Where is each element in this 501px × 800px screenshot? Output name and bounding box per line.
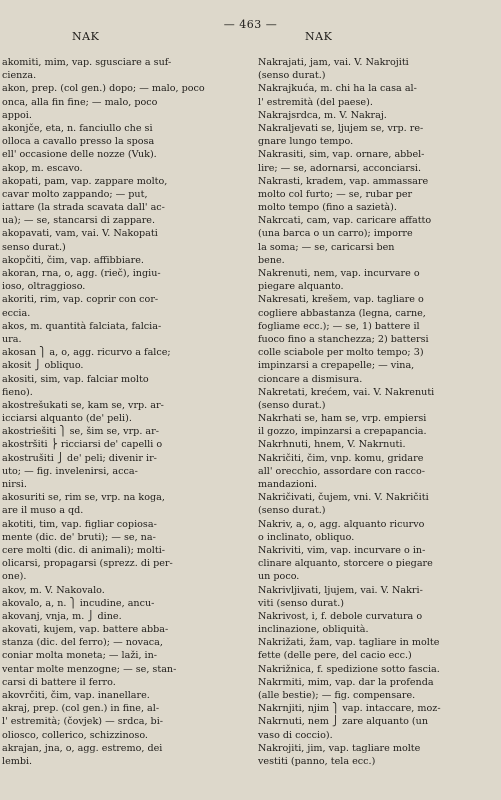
entry-line: akostrešukati se, kam se, vrp. ar-: [2, 399, 164, 411]
entry-line: akop, m. escavo.: [2, 162, 83, 174]
entry-line: akon, prep. (col gen.) dopo; — malo, poco: [2, 83, 205, 95]
entry-line: Nakrhati se, ham se, vrp. empiersi: [258, 413, 427, 425]
entry-line: akostršiti ⎬ ricciarsi de' capelli o: [2, 439, 163, 451]
entry-line: onca, alla fin fine; — malo, poco: [2, 96, 158, 108]
entry-line: un poco.: [258, 571, 300, 583]
entry-line: (alle bestie); — fig. compensare.: [258, 690, 416, 701]
entry-line: one).: [2, 571, 27, 583]
entry-line: Nakresati, krešem, vap. tagliare o: [258, 294, 424, 306]
header-left-word: NAK: [72, 30, 100, 43]
entry-line: akositi, sim, vap. falciar molto: [2, 373, 149, 385]
entry-line: Nakrižnica, f. spedizione sotto fascia.: [258, 663, 440, 675]
entry-line: (senso durat.): [258, 70, 326, 82]
entry-line: icciarsi alquanto (de' peli).: [2, 413, 132, 425]
entry-line: piegare alquanto.: [258, 281, 344, 293]
entry-line: mandazioni.: [258, 479, 318, 490]
entry-line: Nakričivati, čujem, vni. V. Nakričiti: [258, 492, 429, 504]
left-column: [0, 56, 237, 768]
entry-line: are il muso a qd.: [2, 505, 84, 517]
entry-line: akrajan, jna, o, agg. estremo, dei: [2, 742, 163, 754]
entry-line: akraj, prep. (col gen.) in fine, al-: [2, 703, 160, 715]
entry-line: ell' occasione delle nozze (Vuk).: [2, 149, 157, 161]
entry-line: Nakrižati, žam, vap. tagliare in molte: [258, 637, 440, 649]
entry-line: lire; — se, adornarsi, acconciarsi.: [258, 162, 422, 174]
entry-line: il gozzo, impinzarsi a crepapancia.: [258, 426, 427, 438]
entry-line: coniar molta moneta; — laži, in-: [2, 650, 158, 662]
entry-line: cavar molto zappando; — put,: [2, 188, 148, 200]
entry-line: oliosco, collerico, schizzinoso.: [2, 729, 148, 741]
entry-line: Nakrivost, i, f. debole curvatura o: [258, 610, 423, 622]
entry-line: akovanj, vnja, m. ⎭ dine.: [2, 610, 122, 622]
entry-line: Nakrnuti, nem ⎭ zare alquanto (un: [258, 716, 429, 728]
entry-line: lembi.: [2, 755, 33, 767]
entry-line: (senso durat.): [258, 399, 326, 411]
entry-line: Nakrhnuti, hnem, V. Nakrnuti.: [258, 439, 406, 451]
entry-line: (una barca o un carro); imporre: [258, 228, 413, 240]
entry-line: olicarsi, propagarsi (sprezz. di per-: [2, 558, 173, 570]
entry-line: Nakrenuti, nem, vap. incurvare o: [258, 268, 420, 279]
entry-line: viti (senso durat.): [258, 597, 345, 609]
entry-line: colle sciabole per molto tempo; 3): [258, 347, 424, 359]
entry-line: o inclinato, obliquo.: [258, 531, 355, 543]
entry-line: la soma; — se, caricarsi ben: [258, 241, 395, 253]
entry-line: clinare alquanto, storcere o piegare: [258, 558, 433, 570]
entry-line: akopčiti, čim, vap. affibbiare.: [2, 254, 144, 266]
entry-line: akotiti, tim, vap. figliar copiosa-: [2, 518, 157, 530]
entry-line: akos, m. quantità falciata, falcia-: [2, 320, 162, 332]
entry-line: Nakrasti, kradem, vap. ammassare: [258, 175, 429, 187]
entry-line: Nakrmiti, mim, vap. dar la profenda: [258, 676, 434, 688]
entry-line: Nakrajati, jam, vai. V. Nakrojiti: [258, 57, 409, 68]
entry-line: Nakriv, a, o, agg. alquanto ricurvo: [258, 518, 425, 530]
entry-line: l' estremità; (čovjek) — srdca, bi-: [2, 716, 164, 728]
entry-line: akonjče, eta, n. fanciullo che si: [2, 122, 153, 134]
entry-line: stanza (dic. del ferro); — novaca,: [2, 637, 163, 649]
entry-line: Nakrivljivati, ljujem, vai. V. Nakri-: [258, 584, 423, 596]
page-number: — 463 —: [223, 18, 278, 31]
entry-line: (senso durat.): [258, 505, 326, 517]
entry-line: fieno).: [2, 386, 33, 398]
entry-line: l' estremità (del paese).: [258, 96, 373, 108]
entry-line: molto col furto; — se, rubar per: [258, 188, 413, 200]
entry-line: akostrušiti ⎭ de' peli; divenir ir-: [2, 452, 157, 464]
entry-line: vaso di coccio).: [258, 729, 333, 741]
entry-line: vestiti (panno, tela ecc.): [258, 755, 376, 767]
entry-line: cogliere abbastanza (legna, carne,: [258, 307, 426, 319]
entry-line: cienza.: [2, 70, 37, 82]
entry-line: Nakrnjiti, njim ⎫ vap. intaccare, moz-: [258, 703, 441, 715]
entry-line: cioncare a dismisura.: [258, 373, 363, 385]
entry-line: mente (dic. de' bruti); — se, na-: [2, 531, 156, 543]
right-column: [258, 56, 494, 768]
entry-line: akovrčiti, čim, vap. inanellare.: [2, 690, 150, 701]
entry-line: carsi di battere il ferro.: [2, 676, 116, 688]
entry-line: olloca a cavallo presso la sposa: [2, 136, 155, 148]
entry-line: ventar molte menzogne; — se, stan-: [2, 663, 177, 675]
entry-line: fette (delle pere, del cacio ecc.): [258, 650, 412, 662]
entry-line: Nakrasiti, sim, vap. ornare, abbel-: [258, 149, 425, 161]
entry-line: Nakriviti, vim, vap. incurvare o in-: [258, 544, 426, 556]
entry-line: fogliame ecc.); — se, 1) battere il: [258, 320, 420, 332]
entry-line: akoran, rna, o, agg. (rieč), ingiu-: [2, 268, 161, 279]
entry-line: Nakrcati, cam, vap. caricare affatto: [258, 215, 432, 227]
entry-line: Nakretati, krećem, vai. V. Nakrenuti: [258, 386, 435, 398]
entry-line: eccia.: [2, 307, 31, 319]
entry-line: akoriti, rim, vap. coprir con cor-: [2, 294, 159, 306]
entry-line: akosit ⎭ obliquo.: [2, 360, 84, 372]
entry-line: Nakrajsrdca, m. V. Nakraj.: [258, 109, 387, 121]
entry-line: akovalo, a, n. ⎫ incudine, ancu-: [2, 597, 155, 609]
entry-line: nirsi.: [2, 479, 27, 490]
entry-line: ura.: [2, 333, 22, 345]
entry-line: akov, m. V. Nakovalo.: [2, 584, 105, 596]
entry-line: appoi.: [2, 109, 32, 121]
entry-line: cere molti (dic. di animali); molti-: [2, 544, 166, 556]
entry-line: akopavati, vam, vai. V. Nakopati: [2, 228, 158, 240]
entry-line: bene.: [258, 254, 285, 266]
entry-line: inclinazione, obliquità.: [258, 624, 369, 636]
entry-line: ioso, oltraggioso.: [2, 281, 86, 293]
page-header: [0, 18, 501, 48]
entry-line: uto; — fig. invelenirsi, acca-: [2, 465, 138, 477]
entry-line: senso durat.): [2, 241, 66, 253]
entry-line: akosuriti se, rim se, vrp. na koga,: [2, 492, 165, 504]
entry-line: gnare lungo tempo.: [258, 136, 354, 148]
entry-line: akosan ⎫ a, o, agg. ricurvo a falce;: [2, 347, 171, 359]
entry-line: akovati, kujem, vap. battere abba-: [2, 624, 169, 636]
entry-line: akopati, pam, vap. zappare molto,: [2, 175, 168, 187]
header-right-word: NAK: [305, 30, 333, 43]
entry-line: akostriešiti ⎫ se, šim se, vrp. ar-: [2, 426, 159, 438]
entry-line: Nakrojiti, jim, vap. tagliare molte: [258, 742, 421, 754]
entry-line: all' orecchio, assordare con racco-: [258, 465, 426, 477]
entry-line: impinzarsi a crepapelle; — vina,: [258, 360, 415, 372]
entry-line: iattare (la strada scavata dall' ac-: [2, 202, 165, 214]
entry-line: fuoco fino a stanchezza; 2) battersi: [258, 333, 429, 345]
entry-line: akomiti, mim, vap. sgusciare a suf-: [2, 57, 172, 68]
entry-line: Nakričiti, čim, vnp. komu, gridare: [258, 452, 424, 464]
entry-line: Nakrajkuća, m. chi ha la casa al-: [258, 83, 417, 95]
entry-line: molto tempo (fino a sazietà).: [258, 202, 397, 214]
entry-line: ua); — se, stancarsi di zappare.: [2, 215, 156, 227]
entry-line: Nakraljevati se, ljujem se, vrp. re-: [258, 122, 424, 134]
